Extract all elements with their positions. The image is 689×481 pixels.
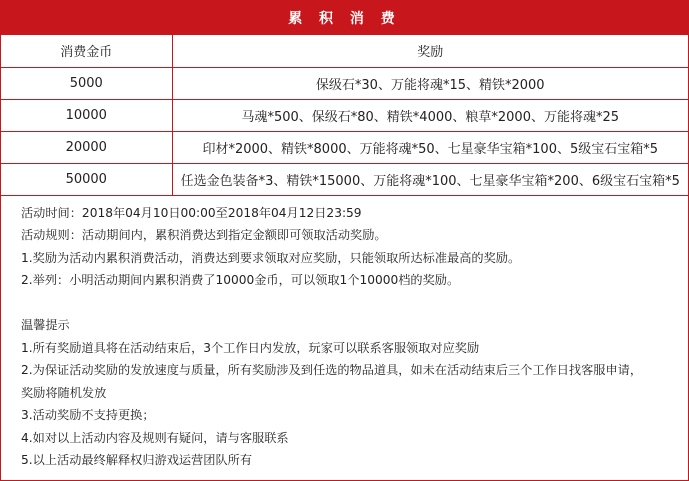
table-row — [1, 67, 688, 99]
coins-cell: 5000 — [1, 67, 172, 99]
tip-item: 4.如对以上活动内容及规则有疑问，请与客服联系 — [21, 430, 289, 445]
column-header-rewards: 奖励 — [172, 35, 688, 67]
tip-item: 2.为保证活动奖励的发放速度与质量，所有奖励涉及到任选的物品道具，如未在活动结束后三个工作日找客服申请， — [21, 363, 643, 377]
tip-item-continued: 奖励将随机发放 — [21, 385, 107, 400]
reward-cell: 保级石*30、万能将魂*15、精铁*2000 — [172, 67, 688, 99]
rewards-table — [1, 35, 688, 196]
coins-cell: 50000 — [1, 163, 172, 195]
panel-title: 累 积 消 费 — [1, 1, 688, 35]
table-row — [1, 99, 688, 131]
event-notes — [1, 196, 688, 472]
rule-item: 2.举列：小明活动期间内累积消费了10000金币，可以领取1个10000档的奖励。 — [21, 273, 460, 287]
reward-cell: 马魂*500、保级石*80、精铁*4000、粮草*2000、万能将魂*25 — [172, 99, 688, 131]
event-rule: 活动规则：活动期间内，累积消费达到指定金额即可领取活动奖励。 — [21, 228, 387, 242]
tip-item: 5.以上活动最终解释权归游戏运营团队所有 — [21, 453, 253, 467]
spacer — [21, 292, 688, 315]
reward-cell: 任选金色装备*3、精铁*15000、万能将魂*100、七星豪华宝箱*200、6级宝石宝箱*5 — [172, 163, 688, 195]
tip-item: 1.所有奖励道具将在活动结束后，3个工作日内发放，玩家可以联系客服领取对应奖励 — [21, 340, 480, 355]
coins-cell: 10000 — [1, 99, 172, 131]
tips-title: 温馨提示 — [21, 318, 70, 332]
table-row — [1, 163, 688, 195]
table-row — [1, 131, 688, 163]
coins-cell: 20000 — [1, 131, 172, 163]
reward-cell: 印材*2000、精铁*8000、万能将魂*50、七星豪华宝箱*100、5级宝石宝箱*5 — [172, 131, 688, 163]
rule-item: 1.奖励为活动内累积消费活动，消费达到要求领取对应奖励，只能领取所达标准最高的奖励。 — [21, 250, 521, 265]
tip-item: 3.活动奖励不支持更换； — [21, 408, 155, 422]
event-time: 活动时间：2018年04月10日00:00至2018年04月12日23:59 — [21, 205, 362, 220]
column-header-coins: 消费金币 — [1, 35, 172, 67]
table-header-row — [1, 35, 688, 67]
